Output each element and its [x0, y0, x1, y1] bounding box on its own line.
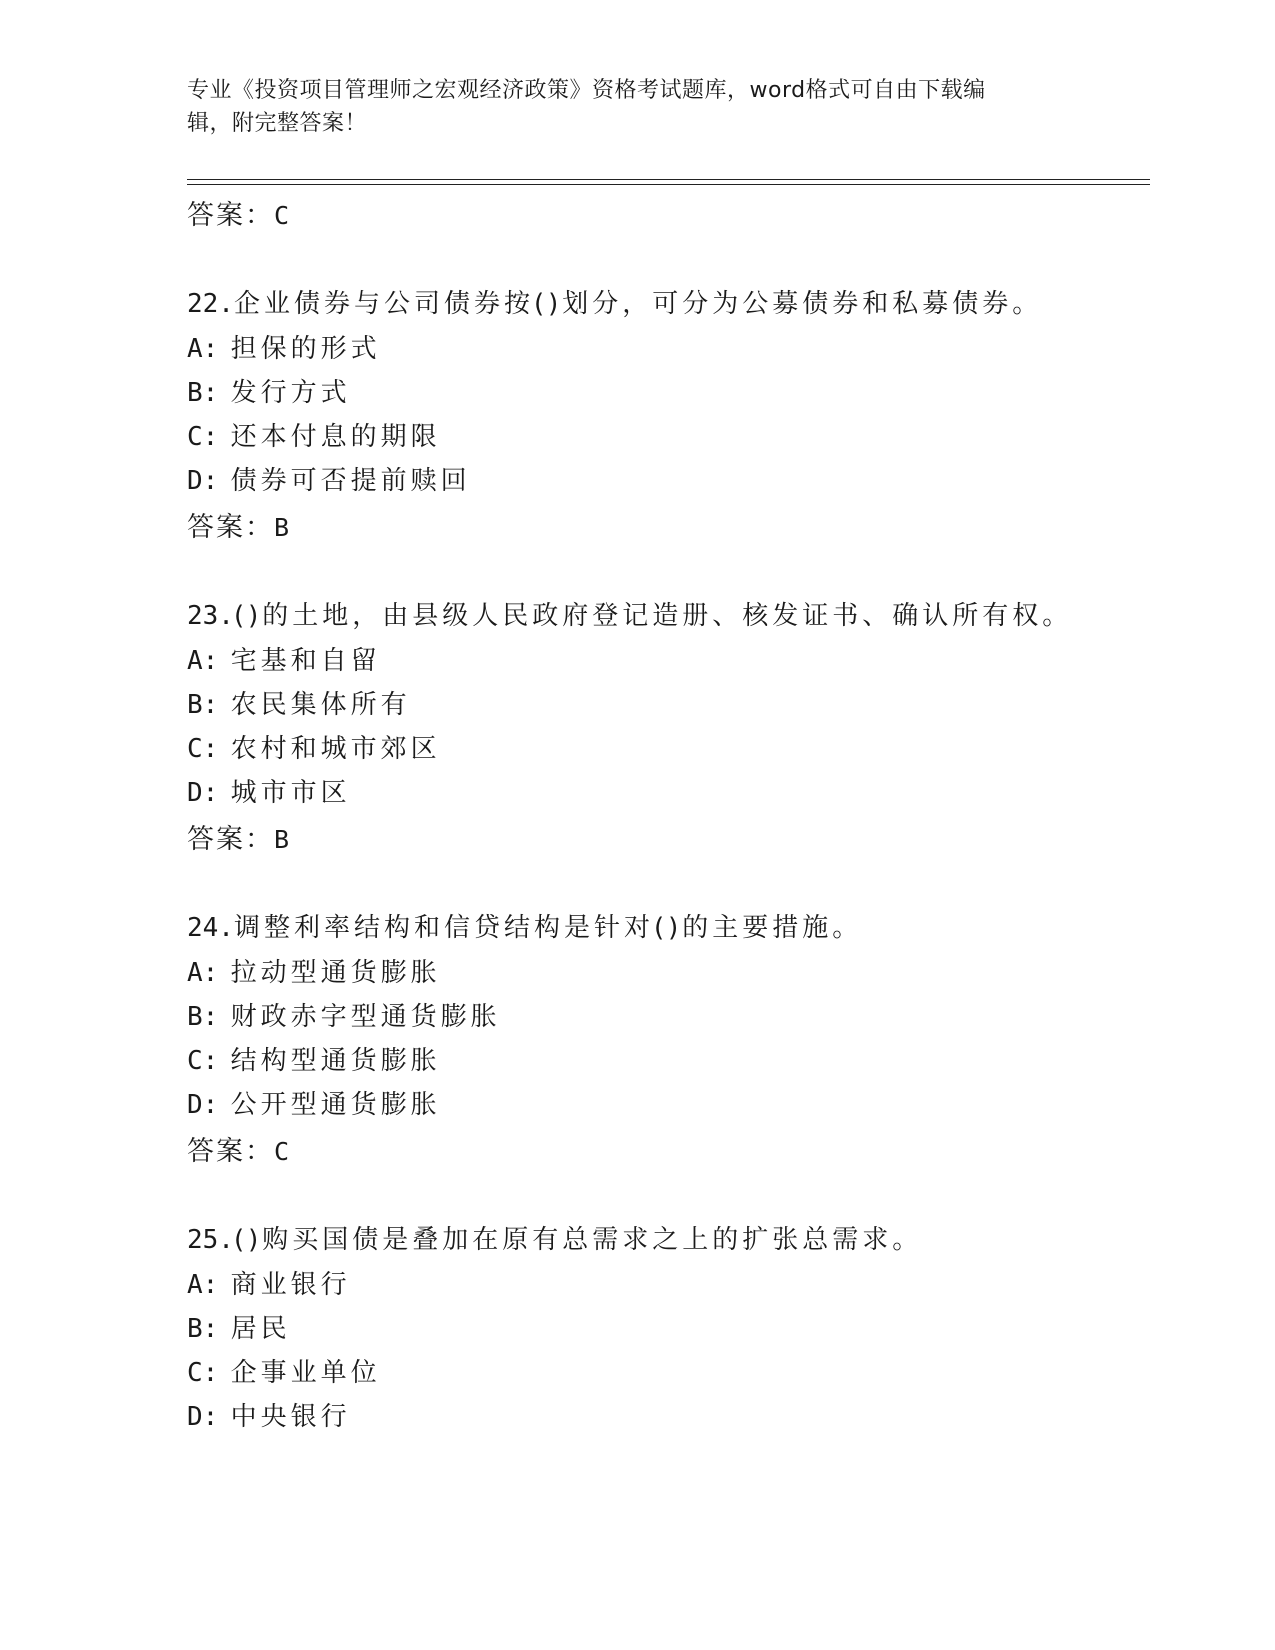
question-number: 24. — [187, 913, 234, 943]
option-key: B: — [187, 690, 219, 720]
option-key: D: — [187, 466, 219, 496]
answer-value: C — [274, 1137, 292, 1166]
question-answer — [187, 505, 291, 544]
option-key: C: — [187, 734, 219, 764]
option-key: A: — [187, 958, 219, 988]
option-key: C: — [187, 422, 219, 452]
option-text: 农村和城市郊区 — [230, 734, 441, 764]
question-text: ()的土地，由县级人民政府登记造册、核发证书、确认所有权。 — [233, 601, 1073, 631]
question-text: 企业债券与公司债券按()划分，可分为公募债券和私募债券。 — [233, 289, 1043, 319]
option-d — [187, 1084, 441, 1121]
option-key: B: — [187, 378, 219, 408]
previous-answer — [187, 193, 291, 232]
answer-label: 答案： — [187, 200, 274, 231]
option-text: 拉动型通货膨胀 — [230, 958, 441, 988]
option-text: 结构型通货膨胀 — [230, 1046, 441, 1076]
option-d — [187, 772, 351, 809]
option-key: C: — [187, 1358, 219, 1388]
option-a — [187, 952, 441, 989]
option-text: 企事业单位 — [230, 1358, 381, 1388]
header-divider-bottom — [187, 184, 1150, 185]
option-b — [187, 1308, 291, 1345]
option-d — [187, 1396, 351, 1433]
option-key: D: — [187, 778, 219, 808]
option-a — [187, 328, 381, 365]
header-line-2: 辑，附完整答案！ — [187, 111, 368, 136]
option-text: 中央银行 — [230, 1402, 351, 1432]
question-stem — [187, 595, 1072, 632]
header-line-1: 专业《投资项目管理师之宏观经济政策》资格考试题库，word格式可自由下载编 — [187, 78, 986, 103]
question-text: 调整利率结构和信贷结构是针对()的主要措施。 — [233, 913, 863, 943]
option-text: 债券可否提前赎回 — [230, 466, 471, 496]
option-key: B: — [187, 1314, 219, 1344]
question-number: 25. — [187, 1225, 234, 1255]
option-key: D: — [187, 1402, 219, 1432]
answer-value: B — [274, 513, 292, 542]
option-text: 城市市区 — [230, 778, 351, 808]
answer-label: 答案： — [187, 824, 274, 855]
option-b — [187, 372, 351, 409]
option-text: 商业银行 — [230, 1270, 351, 1300]
question-number: 23. — [187, 601, 234, 631]
question-stem — [187, 1219, 922, 1256]
answer-label: 答案： — [187, 1136, 274, 1167]
option-text: 财政赤字型通货膨胀 — [230, 1002, 501, 1032]
header-divider-top — [187, 179, 1150, 180]
answer-value: C — [274, 201, 292, 230]
answer-value: B — [274, 825, 292, 854]
document-header — [187, 74, 1067, 140]
question-answer — [187, 1129, 291, 1168]
option-b — [187, 684, 411, 721]
option-text: 居民 — [230, 1314, 291, 1344]
option-c — [187, 416, 441, 453]
option-text: 宅基和自留 — [230, 646, 381, 676]
answer-label: 答案： — [187, 512, 274, 543]
option-key: C: — [187, 1046, 219, 1076]
option-key: D: — [187, 1090, 219, 1120]
question-stem — [187, 283, 1042, 320]
option-key: A: — [187, 1270, 219, 1300]
option-a — [187, 1264, 351, 1301]
question-answer — [187, 817, 291, 856]
option-a — [187, 640, 381, 677]
option-key: B: — [187, 1002, 219, 1032]
option-text: 农民集体所有 — [230, 690, 411, 720]
option-c — [187, 1352, 381, 1389]
option-text: 还本付息的期限 — [230, 422, 441, 452]
question-stem — [187, 907, 862, 944]
option-c — [187, 728, 441, 765]
option-b — [187, 996, 501, 1033]
option-key: A: — [187, 646, 219, 676]
question-number: 22. — [187, 289, 234, 319]
option-key: A: — [187, 334, 219, 364]
option-text: 担保的形式 — [230, 334, 381, 364]
option-text: 发行方式 — [230, 378, 351, 408]
option-c — [187, 1040, 441, 1077]
option-d — [187, 460, 471, 497]
question-text: ()购买国债是叠加在原有总需求之上的扩张总需求。 — [233, 1225, 923, 1255]
option-text: 公开型通货膨胀 — [230, 1090, 441, 1120]
